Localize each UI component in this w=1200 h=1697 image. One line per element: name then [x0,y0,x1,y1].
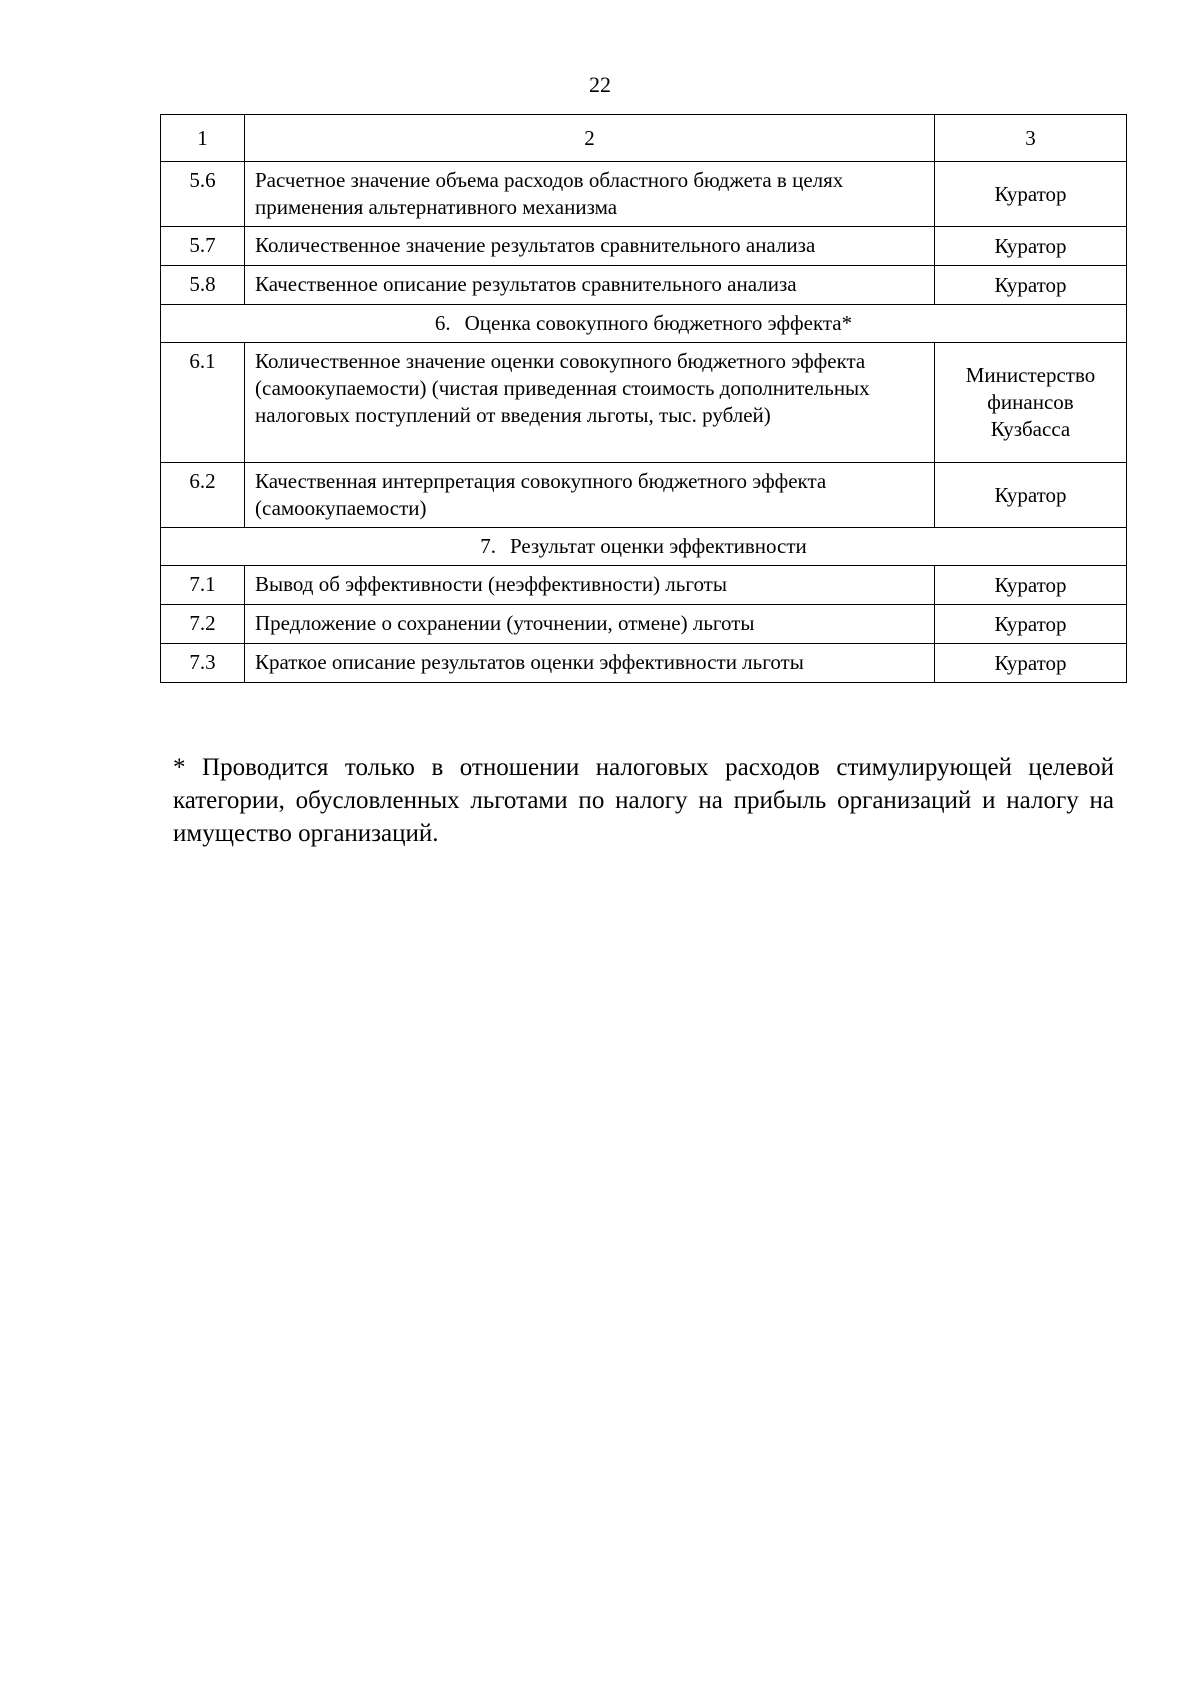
column-header-indicator: 2 [245,115,935,162]
table-row [161,566,1127,605]
row-number: 5.7 [161,227,245,266]
section-number: 6. [434,311,451,335]
row-responsible: Куратор [935,566,1127,605]
row-responsible: Куратор [935,162,1127,227]
table-row [161,644,1127,683]
row-description: Качественная интерпретация совокупного бюджетного эффекта (самоокупаемости) [245,463,935,528]
table-row [161,266,1127,305]
table-row [161,227,1127,266]
row-number: 6.1 [161,343,245,463]
column-header-number: 1 [161,115,245,162]
table-row [161,162,1127,227]
row-number: 7.1 [161,566,245,605]
section-title: Результат оценки эффективности [509,534,807,558]
row-description: Количественное значение результатов сравнительного анализа [245,227,935,266]
row-number: 6.2 [161,463,245,528]
row-description: Количественное значение оценки совокупного бюджетного эффекта (самоокупаемости) (чистая приведенная стоимость дополнительных налоговых поступлений от введения льготы, тыс. рублей) [245,343,935,463]
section-heading [161,305,1127,343]
row-responsible: Куратор [935,605,1127,644]
row-responsible: Куратор [935,644,1127,683]
row-description: Краткое описание результатов оценки эффективности льготы [245,644,935,683]
table-row [161,343,1127,463]
evaluation-table [160,114,1127,683]
row-responsible: Куратор [935,227,1127,266]
page-number: 22 [589,72,611,97]
row-number: 5.8 [161,266,245,305]
row-description: Качественное описание результатов сравнительного анализа [245,266,935,305]
row-responsible: Куратор [935,266,1127,305]
row-description: Расчетное значение объема расходов областного бюджета в целях применения альтернативного механизма [245,162,935,227]
row-number: 7.3 [161,644,245,683]
table-header-row [161,115,1127,162]
section-title: Оценка совокупного бюджетного эффекта* [464,311,853,335]
footnote: * Проводится только в отношении налоговых расходов стимулирующей целевой категории, обусловленных льготами по налогу на прибыль организаций и налогу на имущество организаций. [173,754,1114,847]
section-row [161,305,1127,343]
section-heading [161,528,1127,566]
row-responsible: Министерство финансов Кузбасса [935,343,1127,463]
row-description: Предложение о сохранении (уточнении, отмене) льготы [245,605,935,644]
section-number: 7. [480,534,496,558]
section-row [161,528,1127,566]
row-description: Вывод об эффективности (неэффективности) льготы [245,566,935,605]
row-responsible: Куратор [935,463,1127,528]
row-number: 7.2 [161,605,245,644]
row-number: 5.6 [161,162,245,227]
table-row [161,463,1127,528]
column-header-responsible: 3 [935,115,1127,162]
table-row [161,605,1127,644]
